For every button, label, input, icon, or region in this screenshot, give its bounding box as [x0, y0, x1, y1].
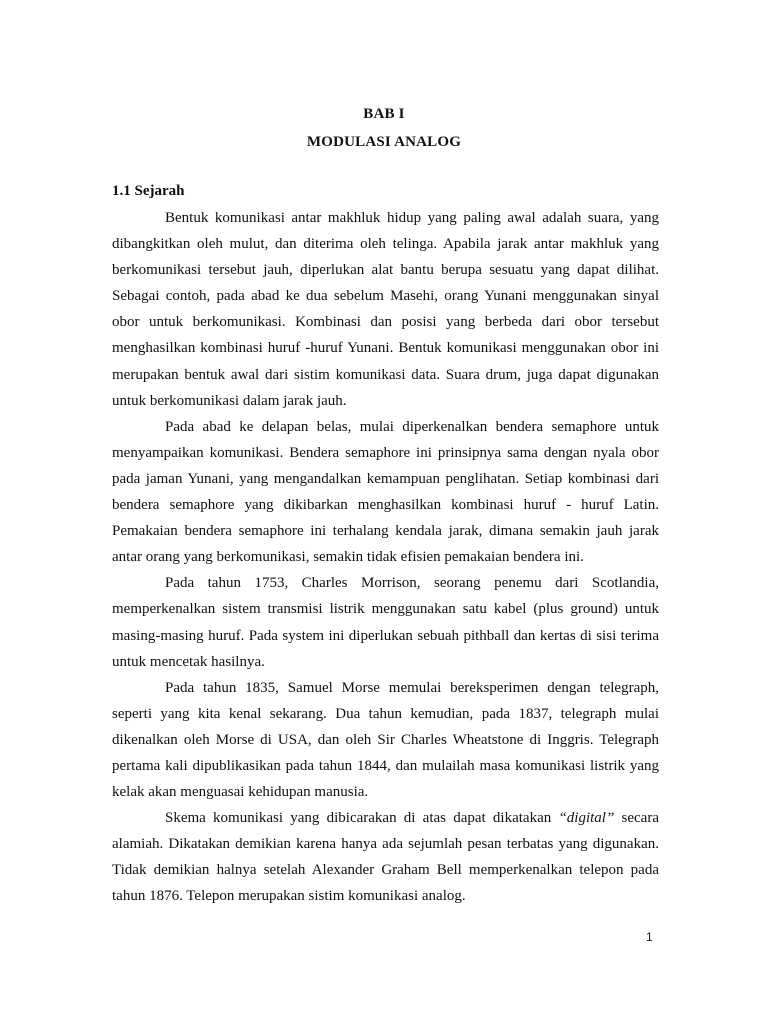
paragraph-5-text-before: Skema komunikasi yang dibicarakan di atas dapat dikatakan [165, 810, 559, 827]
paragraph-5-text-after: secara alamiah. Dikatakan demikian karena hanya ada sejumlah pesan terbatas yang digunakan. Tidak demikian halnya setelah Alexander Graham Bell memperkenalkan telepon pada tahun 1876. Telepon merupakan sistim komunikasi analog. [112, 810, 659, 905]
paragraph-1: Bentuk komunikasi antar makhluk hidup yang paling awal adalah suara, yang dibangkitkan oleh mulut, dan diterima oleh telinga. Apabila jarak antar makhluk yang berkomunikasi tersebut jauh, diperlukan alat bantu berupa sesuatu yang dapat dilihat. Sebagai contoh, pada abad ke dua sebelum Masehi, orang Yunani menggunakan sinyal obor untuk berkomunikasi. Kombinasi dan posisi yang berbeda dari obor tersebut menghasilkan kombinasi huruf -huruf Yunani. Bentuk komunikasi menggunakan obor ini merupakan bentuk awal dari sistim komunikasi data. Suara drum, juga dapat digunakan untuk berkomunikasi dalam jarak jauh. [112, 210, 659, 409]
paragraph-3: Pada tahun 1753, Charles Morrison, seorang penemu dari Scotlandia, memperkenalkan sistem transmisi listrik menggunakan satu kabel (plus ground) untuk masing-masing huruf. Pada system ini diperlukan sebuah pithball dan kertas di sisi terima untuk mencetak hasilnya. [112, 575, 659, 670]
paragraph-4: Pada tahun 1835, Samuel Morse memulai bereksperimen dengan telegraph, seperti yang kita kenal sekarang. Dua tahun kemudian, pada 1837, telegraph mulai dikenalkan oleh Morse di USA, dan oleh Sir Charles Wheatstone di Inggris. Telegraph pertama kali dipublikasikan pada tahun 1844, dan mulailah masa komunikasi listrik yang kelak akan menguasai kehidupan manusia. [112, 679, 659, 801]
paragraph-5-emphasis: “digital” [558, 810, 615, 827]
paragraph-2: Pada abad ke delapan belas, mulai diperkenalkan bendera semaphore untuk menyampaikan komunikasi. Bendera semaphore ini prinsipnya sama dengan nyala obor pada jaman Yunani, yang mengandalkan kemampuan penglihatan. Setiap kombinasi dari bendera semaphore yang dikibarkan menghasilkan kombinasi huruf - huruf Latin. Pemakaian bendera semaphore ini terhalang kendala jarak, dimana semakin jauh jarak antar orang yang berkomunikasi, semakin tidak efisien pemakaian bendera ini. [112, 418, 659, 566]
section-body [112, 205, 659, 910]
chapter-label: BAB I [363, 106, 405, 122]
page-number: 1 [646, 930, 653, 944]
paragraph-5 [112, 805, 659, 909]
section-heading: 1.1 Sejarah [112, 183, 185, 199]
chapter-title: MODULASI ANALOG [306, 134, 462, 150]
